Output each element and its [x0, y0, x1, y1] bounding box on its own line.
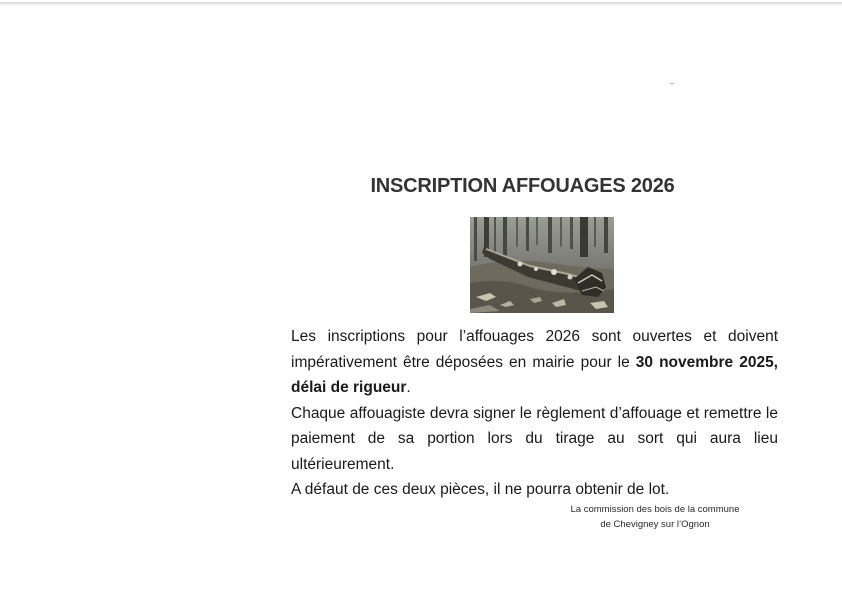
scan-top-edge — [0, 2, 842, 5]
scan-speck — [670, 83, 674, 84]
signature-block — [520, 502, 790, 532]
registration-text-end: . — [406, 379, 411, 396]
notice-body — [291, 324, 778, 503]
consequence-paragraph: A défaut de ces deux pièces, il ne pourra obtenir de lot. — [291, 481, 670, 498]
felled-tree-photo — [470, 217, 614, 313]
registration-paragraph — [291, 324, 778, 401]
notice-title: INSCRIPTION AFFOUAGES 2026 — [370, 175, 675, 197]
deadline-text: 30 novembre 2025, délai de rigueur — [291, 353, 778, 396]
signature-line-2: de Chevigney sur l’Ognon — [600, 519, 710, 530]
registration-text: Les inscriptions pour l’affouages 2026 sont ouvertes et doivent impérativement être déposées en mairie pour le — [291, 328, 778, 371]
requirements-paragraph: Chaque affouagiste devra signer le règlement d’affouage et remettre le paiement de sa portion lors du tirage au sort qui aura lieu ultérieurement. — [291, 404, 778, 473]
signature-line-1: La commission des bois de la commune — [570, 504, 740, 515]
